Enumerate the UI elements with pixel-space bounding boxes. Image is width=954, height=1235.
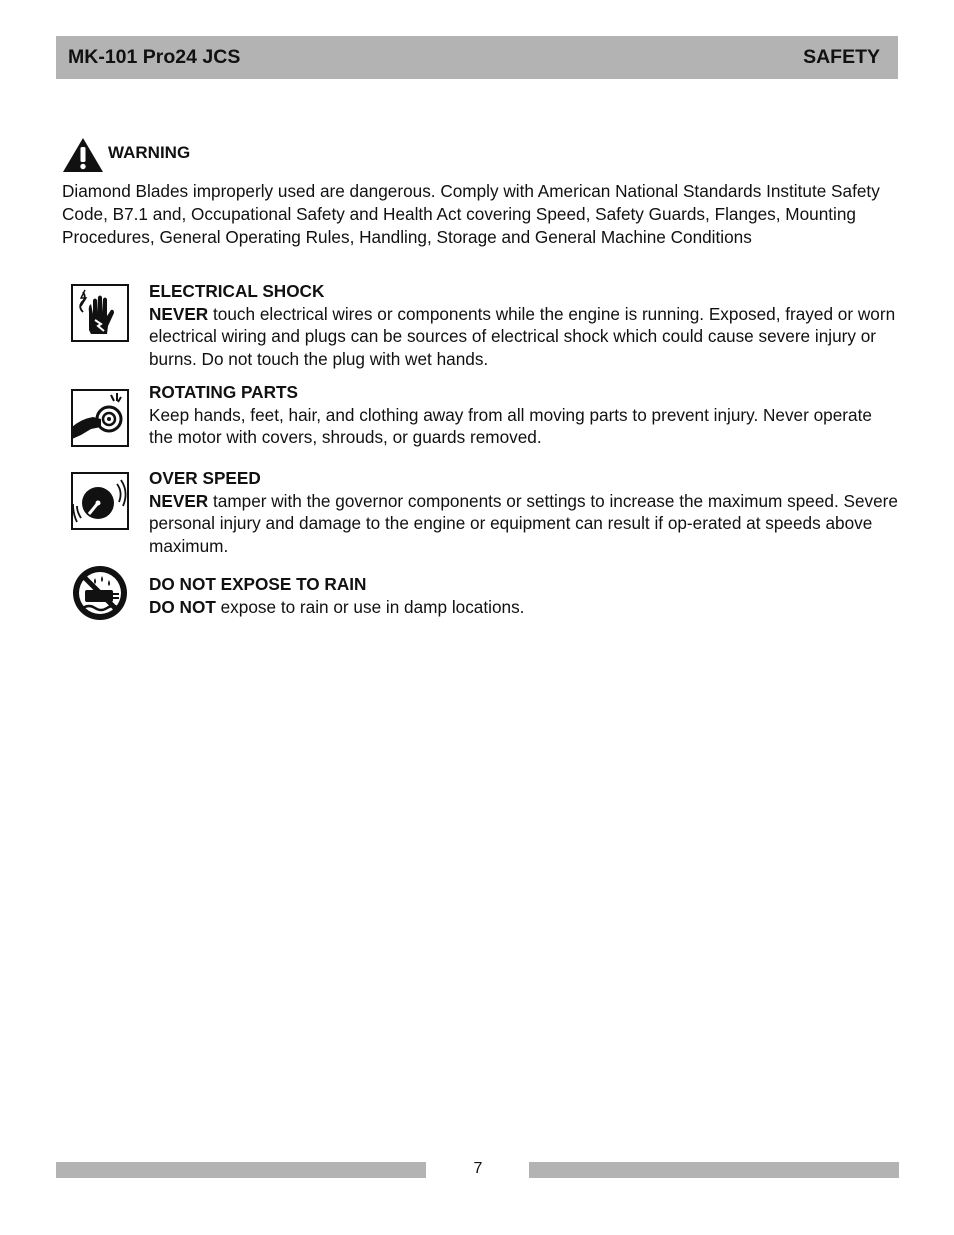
warning-triangle-icon [62,137,104,173]
hazard-lead: NEVER [149,490,209,511]
no-rain-icon [71,564,129,622]
section-title: SAFETY [803,46,880,68]
hazard-text [149,381,899,449]
page-header [56,36,898,79]
hazard-text [149,280,899,370]
electrical-shock-icon [71,284,129,342]
hazard-description: touch electrical wires or components while the engine is running. Exposed, frayed or worn electrical wiring and plugs can be sources of electrical shock which could cause severe injury or burns. Do not touch the plug with wet hands. [149,303,896,369]
hazard-title: OVER SPEED [149,468,261,488]
hazard-lead: NEVER [149,303,209,324]
hazard-description: tamper with the governor components or settings to increase the maximum speed. Severe personal injury and damage to the engine or equipment can result if op-erated at speeds above maximum. [149,490,898,556]
footer-bar-left [56,1162,426,1178]
hazard-title: DO NOT EXPOSE TO RAIN [149,574,367,594]
hazard-lead: DO NOT [149,596,216,617]
page-number: 7 [473,1160,483,1177]
hazard-text [149,467,899,557]
warning-label: WARNING [108,143,191,162]
hazard-description: expose to rain or use in damp locations. [215,596,525,617]
model-title: MK-101 Pro24 JCS [68,46,241,68]
warning-body: Diamond Blades improperly used are dangerous. Comply with American National Standards Institute Safety Code, B7.1 and, Occupational Safety and Health Act covering Speed, Safety Guards, Flanges, Mounting Procedures, General Operating Rules, Handling, Storage and General Machine Conditions [62,181,880,247]
hazard-title: ELECTRICAL SHOCK [149,281,325,301]
warning-heading [62,137,190,173]
hazard-text [149,573,899,618]
hazard-description: Keep hands, feet, hair, and clothing away from all moving parts to prevent injury. Never operate the motor with covers, shrouds, or guards removed. [149,404,872,447]
hazard-title: ROTATING PARTS [149,382,298,402]
rotating-parts-icon [71,389,129,447]
footer-bar-right [529,1162,899,1178]
over-speed-icon [71,472,129,530]
